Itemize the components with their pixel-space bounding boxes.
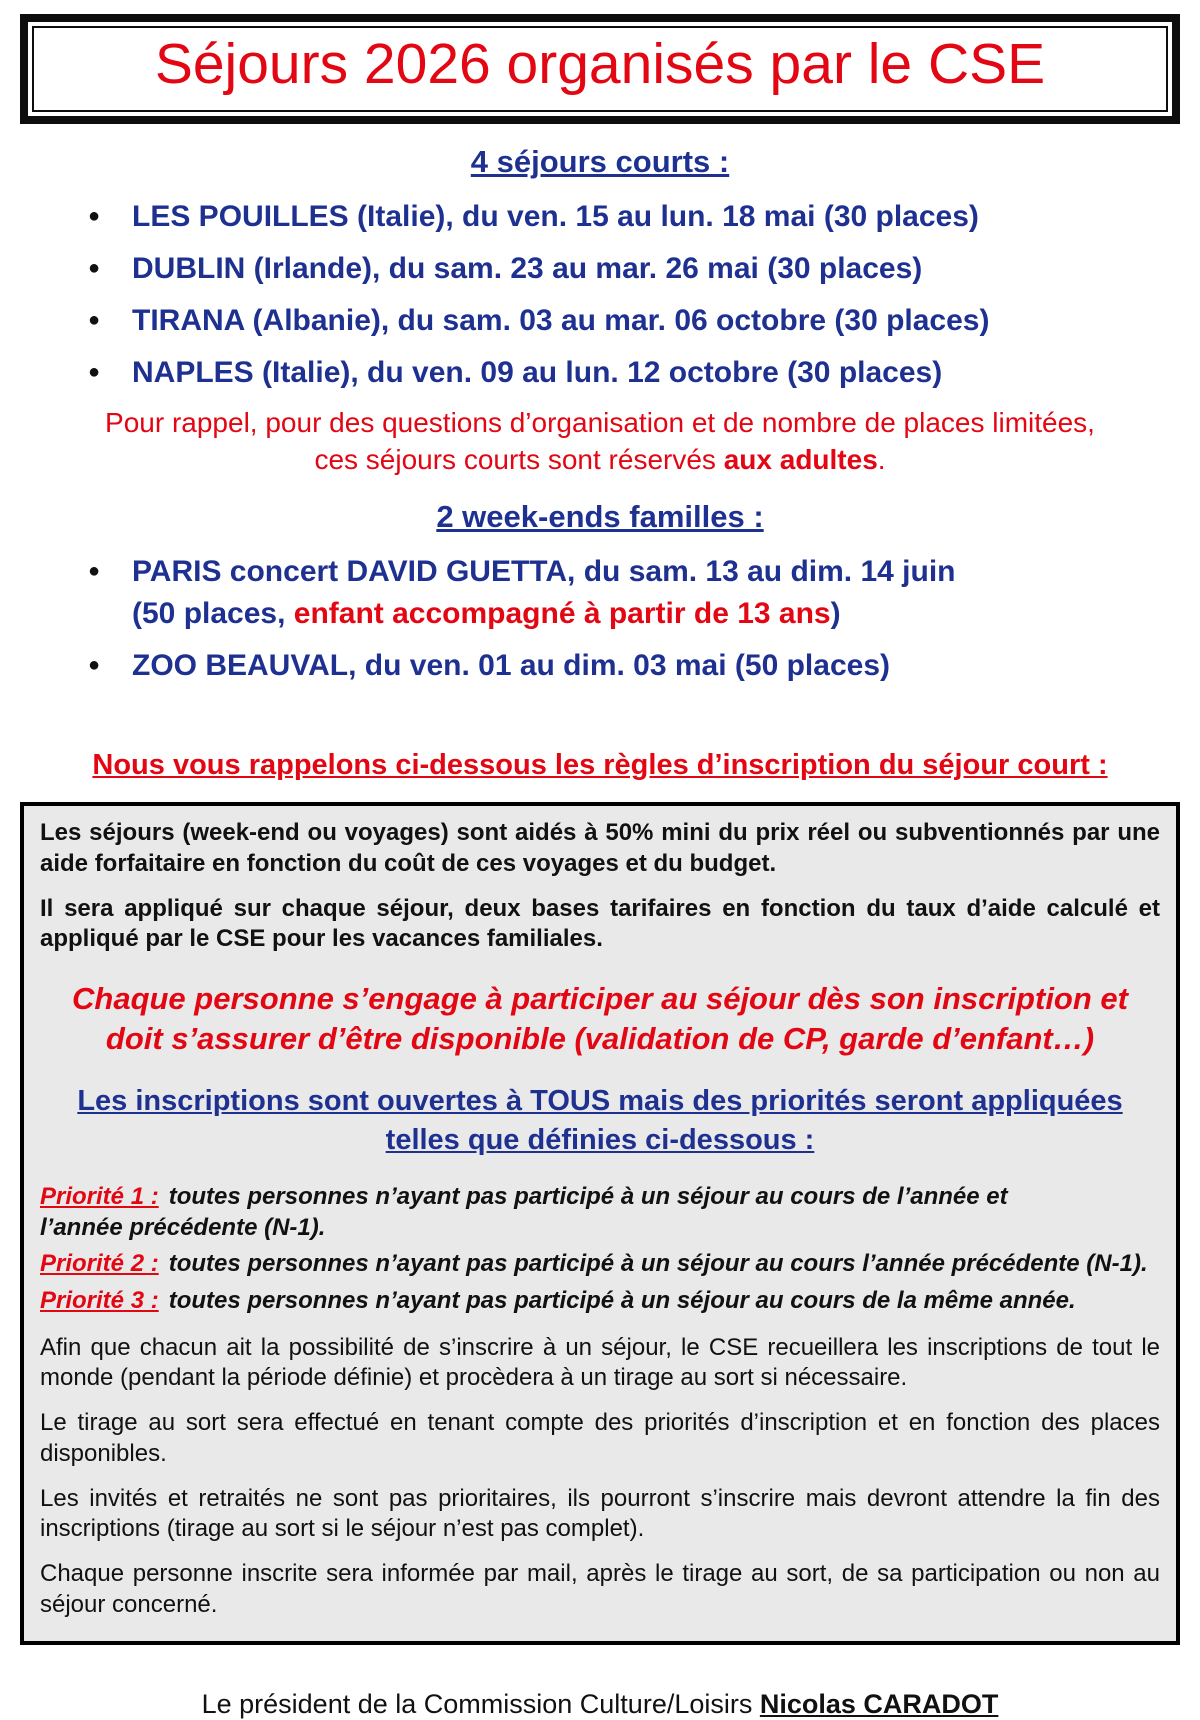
page-title: Séjours 2026 organisés par le CSE (154, 32, 1046, 96)
note-line2-prefix: ces séjours courts sont réservés (314, 444, 724, 476)
priority-3-text: toutes personnes n’ayant pas participé à un séjour au cours de la même année. (168, 1287, 1076, 1315)
bullet-icon: ● (88, 654, 101, 677)
family-weekends-list (88, 551, 1180, 687)
trip-item-text: DUBLIN (Irlande), du sam. 23 au mar. 26 mai (30 places) (132, 251, 923, 285)
priority-3-label: Priorité 3 : (40, 1287, 159, 1315)
list-item (88, 300, 1180, 342)
note-line2-bold: aux adultes (723, 444, 878, 476)
list-item (88, 248, 1180, 290)
short-trips-list (88, 196, 1180, 394)
list-item (88, 196, 1180, 238)
weekend-item-text (132, 551, 1180, 635)
rules-para-tariffs: Il sera appliqué sur chaque séjour, deux bases tarifaires en fonction du taux d’aide calculé et appliqué par le CSE pour les vacances familiales. (40, 894, 1160, 953)
signature-prefix: Le président de la Commission Culture/Loisirs (201, 1688, 760, 1719)
short-trips-heading: 4 séjours courts : (470, 143, 730, 179)
rules-para-registration: Afin que chacun ait la possibilité de s’inscrire à un séjour, le CSE recueillera les inscriptions de tout le monde (pendant la période définie) et procèdera à un tirage au sort si nécessaire. (40, 1333, 1160, 1392)
priority-2-text: toutes personnes n’ayant pas participé à un séjour au cours l’année précédente (N-1). (168, 1250, 1148, 1278)
signer-name: Nicolas CARADOT (759, 1688, 999, 1719)
family-weekends-heading: 2 week-ends familles : (436, 499, 764, 535)
priorities (40, 1182, 1160, 1317)
priority-2 (40, 1249, 1160, 1280)
open-to-all-statement: Les inscriptions sont ouvertes à TOUS mais des priorités seront appliquées telles que définies ci-dessous : (77, 1084, 1123, 1156)
adults-only-note (60, 404, 1140, 480)
list-item (88, 551, 1180, 635)
weekend1-line2-suffix: ) (830, 597, 841, 631)
weekend1-line2-prefix: (50 places, (132, 597, 294, 631)
rules-para-draw: Le tirage au sort sera effectué en tenant compte des priorités d’inscription et en fonction des places disponibles. (40, 1409, 1160, 1467)
weekend1-line1: PARIS concert DAVID GUETTA, du sam. 13 au dim. 14 juin (132, 555, 956, 589)
rules-heading: Nous vous rappelons ci-dessous les règles d’inscription du séjour court : (92, 749, 1108, 782)
weekend-item-text: ZOO BEAUVAL, du ven. 01 au dim. 03 mai (50 places) (132, 649, 890, 683)
trip-item-text: NAPLES (Italie), du ven. 09 au lun. 12 octobre (30 places) (132, 355, 943, 389)
priority-3 (40, 1286, 1160, 1317)
list-item (88, 352, 1180, 394)
priority-1-label: Priorité 1 : (40, 1182, 159, 1210)
rules-para-subsidy: Les séjours (week-end ou voyages) sont aidés à 50% mini du prix réel ou subventionnés par une aide forfaitaire en fonction du coût de ces voyages et du budget. (40, 819, 1160, 877)
priority-1-text-line2: l’année précédente (N-1). (40, 1213, 326, 1241)
priority-1-text-line1: toutes personnes n’ayant pas participé à un séjour au cours de l’année et (168, 1182, 1008, 1210)
note-line2-suffix: . (877, 444, 886, 476)
rules-para-notification: Chaque personne inscrite sera informée par mail, après le tirage au sort, de sa participation ou non au séjour concerné. (40, 1560, 1160, 1618)
signature-line (20, 1689, 1180, 1720)
bullet-icon: ● (88, 256, 101, 279)
bullet-icon: ● (88, 560, 101, 583)
trip-item-text: LES POUILLES (Italie), du ven. 15 au lun. 18 mai (30 places) (132, 199, 979, 233)
rules-para-guests: Les invités et retraités ne sont pas prioritaires, ils pourront s’inscrire mais devront attendre la fin des inscriptions (tirage au sort si le séjour n’est pas complet). (40, 1484, 1160, 1543)
priority-1 (40, 1182, 1160, 1243)
trip-item-text: TIRANA (Albanie), du sam. 03 au mar. 06 octobre (30 places) (132, 303, 990, 337)
bullet-icon: ● (88, 360, 101, 383)
rules-box (20, 802, 1180, 1644)
weekend1-line2-red: enfant accompagné à partir de 13 ans (293, 597, 831, 631)
engagement-statement: Chaque personne s’engage à participer au séjour dès son inscription et doit s’assurer d’être disponible (validation de CP, garde d’enfant…) (72, 981, 1128, 1057)
bullet-icon: ● (88, 204, 101, 227)
title-frame (20, 14, 1180, 124)
list-item (88, 645, 1180, 687)
title-frame-inner (32, 26, 1168, 112)
note-line1: Pour rappel, pour des questions d’organisation et de nombre de places limitées, (105, 406, 1095, 438)
priority-2-label: Priorité 2 : (40, 1250, 159, 1278)
bullet-icon: ● (88, 308, 101, 331)
